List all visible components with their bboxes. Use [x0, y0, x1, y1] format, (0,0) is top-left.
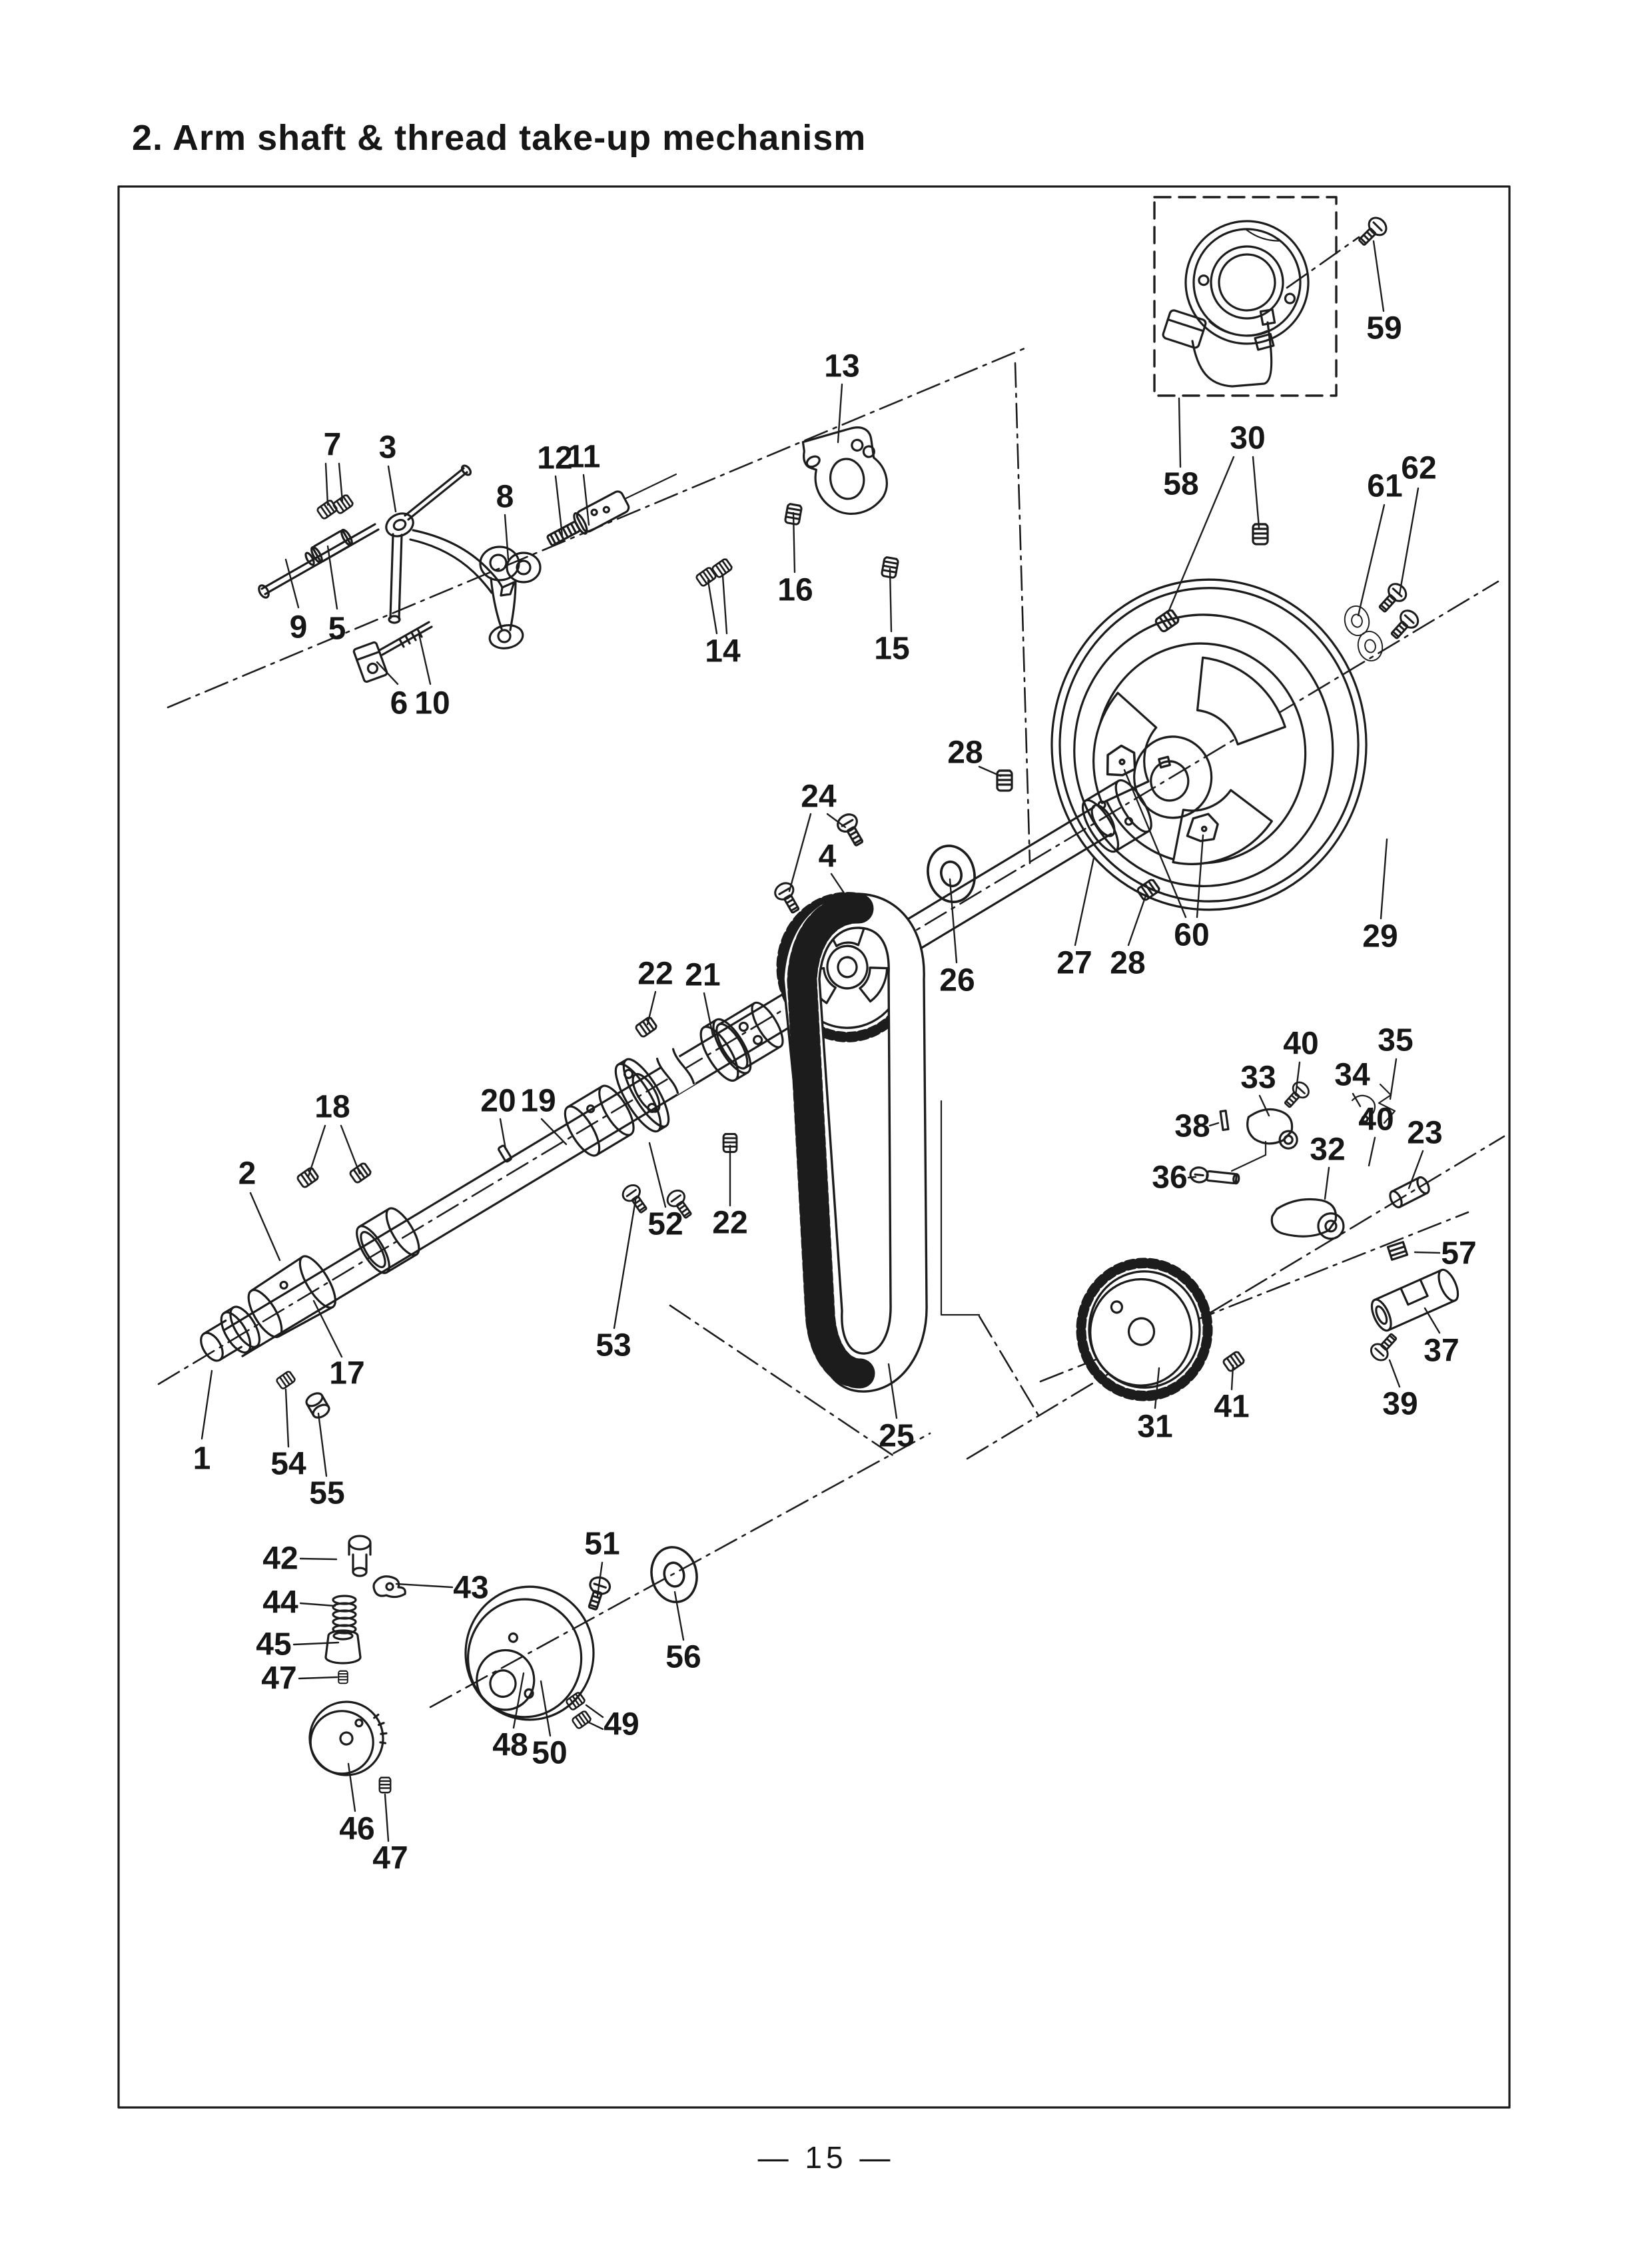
part-label-60: 60 [1174, 917, 1210, 953]
pin-42 [349, 1536, 370, 1576]
pin-23 [1388, 1176, 1431, 1209]
set-screw-49b [572, 1710, 592, 1729]
part-label-1: 1 [193, 1441, 211, 1477]
part-label-28: 28 [1110, 945, 1146, 981]
leader-line [500, 1119, 506, 1149]
leader-line [1260, 1096, 1269, 1116]
wedges-and-wheel-screws [1104, 524, 1422, 843]
set-screw-18b [349, 1162, 371, 1184]
part-label-62: 62 [1401, 450, 1437, 486]
part-label-19: 19 [520, 1083, 556, 1119]
annotation-layer [193, 241, 1477, 1876]
rod-10 [380, 622, 432, 655]
leader-line [1425, 1308, 1440, 1333]
leader-line [250, 1193, 280, 1260]
leader-line [588, 1722, 603, 1729]
leader-line [339, 464, 342, 501]
part-label-32: 32 [1310, 1132, 1346, 1168]
part-label-14: 14 [705, 633, 741, 669]
leader-line [1390, 1360, 1400, 1387]
leader-line [1188, 1177, 1196, 1178]
part-label-12: 12 [537, 440, 573, 476]
part-label-57: 57 [1441, 1236, 1477, 1272]
spring-44 [333, 1596, 356, 1633]
part-label-33: 33 [1240, 1060, 1276, 1096]
part-label-5: 5 [328, 611, 346, 647]
leader-line [723, 575, 727, 633]
part-label-13: 13 [824, 348, 860, 384]
part-label-41: 41 [1214, 1389, 1250, 1425]
set-screw-18a [296, 1167, 318, 1188]
part-label-47: 47 [261, 1661, 297, 1696]
part-label-52: 52 [647, 1206, 683, 1242]
part-label-22: 22 [712, 1205, 748, 1241]
part-label-15: 15 [874, 631, 910, 667]
part-label-48: 48 [492, 1727, 528, 1763]
leader-line [1296, 1062, 1300, 1095]
leader-line [598, 1563, 602, 1596]
set-screw-30b [1253, 524, 1268, 544]
leader-line [1381, 839, 1387, 919]
part-label-24: 24 [801, 779, 837, 815]
part-label-23: 23 [1407, 1115, 1443, 1151]
screw-59 [1355, 214, 1390, 249]
part-label-61: 61 [1367, 468, 1403, 504]
leader-line [1179, 398, 1180, 467]
screw-24a [835, 811, 868, 849]
part-label-16: 16 [777, 572, 813, 608]
leader-line [396, 1584, 452, 1587]
part-label-47: 47 [372, 1840, 408, 1876]
part-label-43: 43 [453, 1570, 489, 1606]
leader-line [1358, 505, 1384, 615]
leader-line [1415, 1252, 1440, 1253]
shaft-bottom-edge [242, 834, 1111, 1356]
set-screw-30a [1154, 609, 1179, 632]
part-label-22: 22 [637, 956, 673, 992]
release-ring [1172, 207, 1324, 364]
part-label-4: 4 [818, 839, 837, 875]
leader-line [388, 466, 396, 512]
leader-line [326, 464, 328, 505]
washer-56 [647, 1543, 702, 1606]
part-label-35: 35 [1378, 1022, 1414, 1058]
leader-line [308, 1126, 325, 1176]
leader-line [542, 1119, 566, 1144]
lever-33 [1246, 1107, 1298, 1153]
part-label-21: 21 [685, 957, 721, 993]
leader-line [299, 1677, 337, 1679]
leader-line [1369, 1138, 1375, 1166]
leader-line [419, 634, 430, 684]
takeup-support-13 [801, 424, 891, 520]
tension-release-box [1154, 197, 1390, 396]
part-label-8: 8 [496, 479, 514, 515]
part-label-58: 58 [1163, 466, 1199, 502]
link-8 [480, 547, 540, 651]
leader-line [1128, 894, 1146, 945]
leader-line [789, 814, 811, 891]
part-label-39: 39 [1382, 1386, 1418, 1422]
part-label-18: 18 [314, 1089, 350, 1125]
screw-24b [772, 880, 803, 916]
screw-53a [620, 1182, 651, 1216]
part-label-53: 53 [596, 1327, 631, 1363]
pin-38 [1220, 1111, 1228, 1130]
set-screw-28b [1136, 879, 1160, 901]
part-label-49: 49 [604, 1706, 639, 1742]
part-label-59: 59 [1366, 310, 1402, 346]
part-label-37: 37 [1424, 1333, 1459, 1369]
part-label-45: 45 [256, 1627, 292, 1663]
leader-line [300, 1603, 335, 1606]
leader-line [377, 662, 398, 684]
part-label-38: 38 [1174, 1108, 1210, 1144]
set-screw-22a [635, 1016, 657, 1038]
part-label-40: 40 [1283, 1026, 1319, 1062]
part-label-26: 26 [939, 962, 975, 998]
set-screw-54 [276, 1371, 296, 1389]
leader-line [505, 515, 508, 560]
part-label-17: 17 [329, 1355, 365, 1391]
leader-line [584, 475, 589, 525]
leader-line [1390, 1059, 1396, 1099]
part-label-46: 46 [339, 1811, 375, 1847]
part-label-30: 30 [1230, 420, 1266, 456]
leader-line [1210, 1123, 1218, 1126]
part-label-34: 34 [1334, 1057, 1370, 1093]
assembly-line [1232, 1142, 1266, 1171]
crank-32 [1270, 1196, 1344, 1245]
bushing-2 [241, 1252, 342, 1344]
part-label-28: 28 [947, 735, 983, 771]
part-label-40: 40 [1358, 1102, 1394, 1138]
leader-line [1374, 241, 1384, 311]
crank-rod-37 [1368, 1267, 1462, 1333]
leader-line [318, 1413, 326, 1476]
part-label-7: 7 [323, 427, 342, 463]
part-label-55: 55 [309, 1475, 345, 1511]
leader-line [286, 560, 298, 607]
leader-line [541, 1681, 550, 1736]
leader-line [1409, 1151, 1423, 1188]
shaft-top-edge [225, 807, 1094, 1329]
part-label-50: 50 [532, 1735, 568, 1771]
connector-block [1162, 309, 1207, 348]
part-label-25: 25 [879, 1418, 915, 1454]
part-label-31: 31 [1137, 1409, 1173, 1445]
part-label-3: 3 [378, 430, 397, 466]
balance-wheel [1019, 545, 1400, 945]
lower-right-assembly [1069, 1079, 1461, 1408]
leader-line [1232, 1365, 1233, 1389]
wire-58 [1192, 322, 1272, 386]
page-number: — 15 — [757, 2140, 895, 2175]
leader-line [341, 1126, 360, 1174]
barrel-11 [572, 490, 630, 536]
part-label-27: 27 [1056, 945, 1092, 981]
set-screw-47a [338, 1671, 348, 1684]
part-label-56: 56 [665, 1639, 701, 1675]
nut-57 [1388, 1242, 1407, 1260]
leader-line [556, 476, 562, 536]
leader-line [708, 581, 717, 633]
screw-39 [1368, 1330, 1401, 1363]
ratchet-disk-46 [302, 1693, 394, 1783]
leader-line [614, 1200, 635, 1328]
leader-line [1325, 1168, 1329, 1199]
part-label-11: 11 [566, 439, 601, 475]
screw-pin-36 [1190, 1167, 1240, 1187]
part-label-36: 36 [1152, 1160, 1188, 1196]
leader-line [1400, 488, 1418, 594]
set-screw-47b [380, 1778, 391, 1793]
leader-line [793, 513, 795, 572]
washer-61a [1342, 604, 1372, 638]
cap-55 [304, 1391, 332, 1420]
page-title: 2. Arm shaft & thread take-up mechanism [132, 118, 867, 158]
part-label-10: 10 [414, 685, 450, 721]
set-screw-41 [1222, 1351, 1244, 1372]
part-label-20: 20 [480, 1083, 516, 1119]
leader-line [1075, 858, 1094, 945]
set-screw-28a [997, 771, 1012, 791]
leader-line [294, 1643, 338, 1645]
part-label-29: 29 [1362, 919, 1398, 954]
part-label-9: 9 [289, 609, 308, 645]
part-label-42: 42 [262, 1541, 298, 1577]
part-label-51: 51 [584, 1526, 620, 1562]
leader-line [1253, 457, 1259, 528]
casting-step-line [941, 1101, 979, 1315]
leader-line [704, 993, 713, 1035]
leader-line [838, 384, 842, 442]
part-label-54: 54 [270, 1446, 306, 1482]
clip-43 [374, 1577, 405, 1597]
part-label-6: 6 [390, 685, 408, 721]
part-label-2: 2 [238, 1156, 256, 1192]
leader-line [202, 1371, 212, 1439]
leader-line [286, 1389, 288, 1447]
leader-line [649, 1143, 665, 1207]
part-label-44: 44 [262, 1585, 298, 1621]
leader-line [675, 1592, 683, 1640]
leader-line [385, 1794, 388, 1841]
cup-45 [326, 1631, 360, 1663]
